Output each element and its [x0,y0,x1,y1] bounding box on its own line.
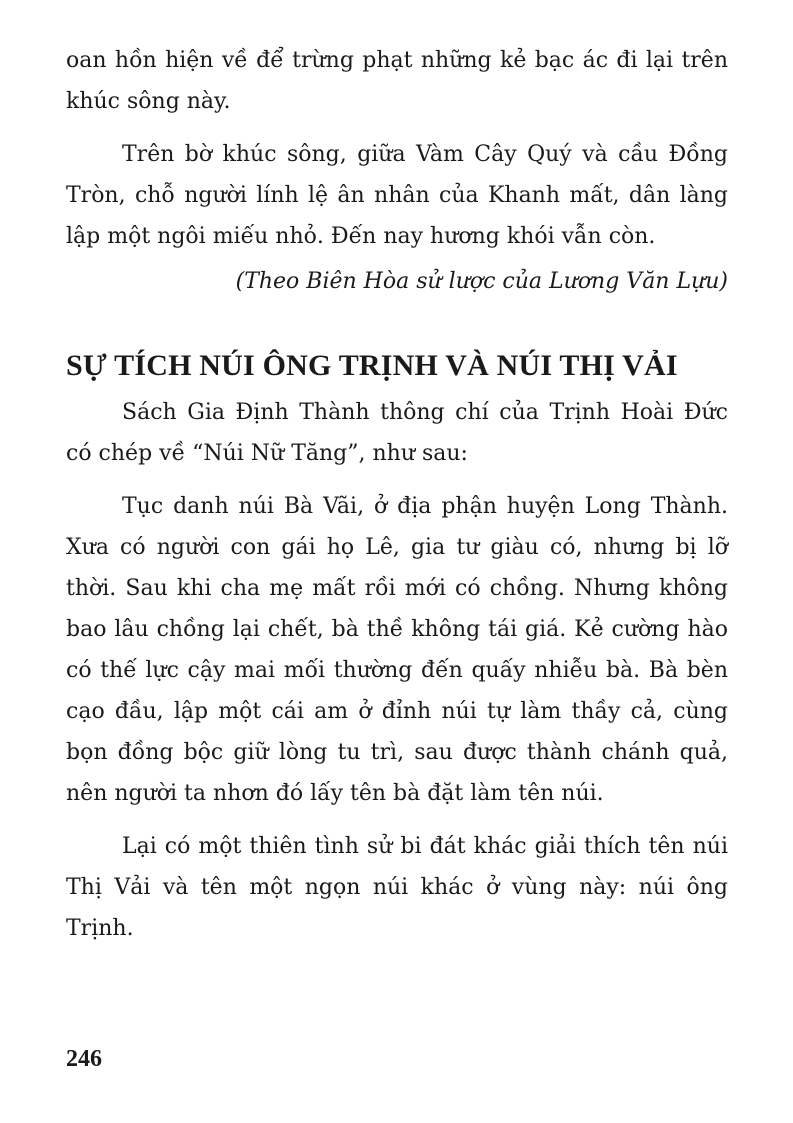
page-body [66,40,728,949]
paragraph-legend: Tục danh núi Bà Vãi, ở địa phận huyện Long Thành. Xưa có người con gái họ Lê, gia tư giàu có, nhưng bị lỡ thời. Sau khi cha mẹ mất rồi mới có chồng. Nhưng không bao lâu chồng lại chết, bà thề không tái giá. Kẻ cường hào có thế lực cậy mai mối thường đến quấy nhiễu bà. Bà bèn cạo đầu, lập một cái am ở đỉnh núi tự làm thầy cả, cùng bọn đồng bộc giữ lòng tu trì, sau được thành chánh quả, nên người ta nhơn đó lấy tên bà đặt làm tên núi. [66,494,728,806]
source-citation: (Theo Biên Hòa sử lược của Lương Văn Lựu) [235,269,728,294]
paragraph-intro: Sách Gia Định Thành thông chí của Trịnh Hoài Đức có chép về “Núi Nữ Tăng”, như sau: [66,400,728,466]
page-number: 246 [66,1046,102,1072]
section-title: SỰ TÍCH NÚI ÔNG TRỊNH VÀ NÚI THỊ VẢI [66,349,678,382]
paragraph-continued: oan hồn hiện về để trừng phạt những kẻ bạc ác đi lại trên khúc sông này. [66,48,728,114]
paragraph-other-legend: Lại có một thiên tình sử bi đát khác giải thích tên núi Thị Vải và tên một ngọn núi khác ở vùng này: núi ông Trịnh. [66,834,728,941]
paragraph-shrine: Trên bờ khúc sông, giữa Vàm Cây Quý và cầu Đồng Tròn, chỗ người lính lệ ân nhân của Khanh mất, dân làng lập một ngôi miếu nhỏ. Đến nay hương khói vẫn còn. [66,142,728,249]
